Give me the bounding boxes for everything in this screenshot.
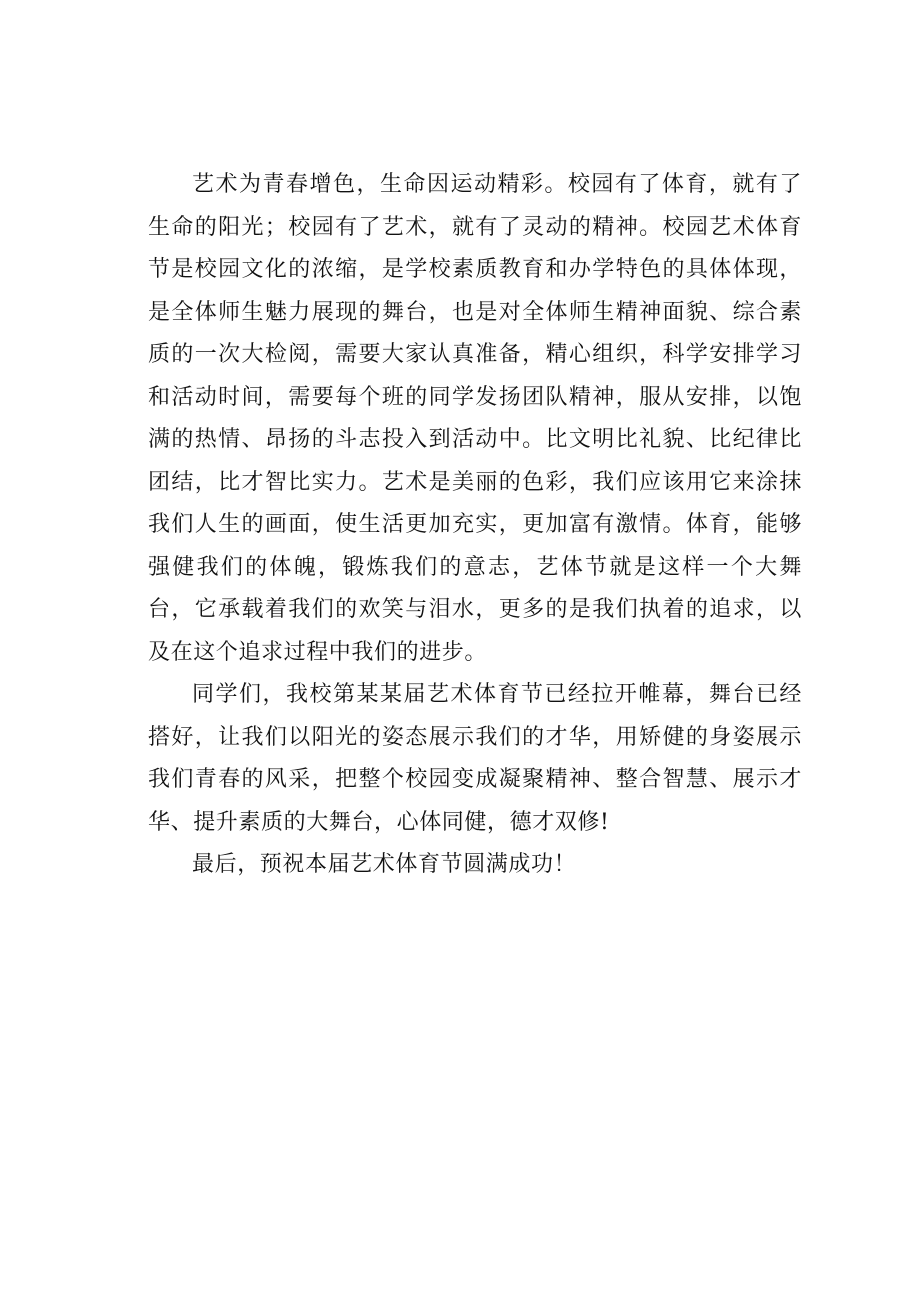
paragraph-3: 最后，预祝本届艺术体育节圆满成功！ (192, 852, 577, 877)
paragraph-1: 艺术为青春增色，生命因运动精彩。校园有了体育，就有了生命的阳光；校园有了艺术，就有了灵动的精神。校园艺术体育节是校园文化的浓缩，是学校素质教育和办学特色的具体体现，是全体师生魅力展现的舞台，也是对全体师生精神面貌、综合素质的一次大检阅，需要大家认真准备，精心组织，科学安排学习和活动时间，需要每个班的同学发扬团队精神，服从安排，以饱满的热情、昂扬的斗志投入到活动中。比文明比礼貌、比纪律比团结，比才智比实力。艺术是美丽的色彩，我们应该用它来涂抹我们人生的画面，使生活更加充实，更加富有激情。体育，能够强健我们的体魄，锻炼我们的意志，艺体节就是这样一个大舞台，它承载着我们的欢笑与泪水，更多的是我们执着的追求，以及在这个追求过程中我们的进步。 (148, 172, 802, 665)
document-body (148, 164, 802, 887)
paragraph-2: 同学们，我校第某某届艺术体育节已经拉开帷幕，舞台已经搭好，让我们以阳光的姿态展示我们的才华，用矫健的身姿展示我们青春的风采，把整个校园变成凝聚精神、整合智慧、展示才华、提升素质的大舞台，心体同健，德才双修! (148, 682, 802, 835)
